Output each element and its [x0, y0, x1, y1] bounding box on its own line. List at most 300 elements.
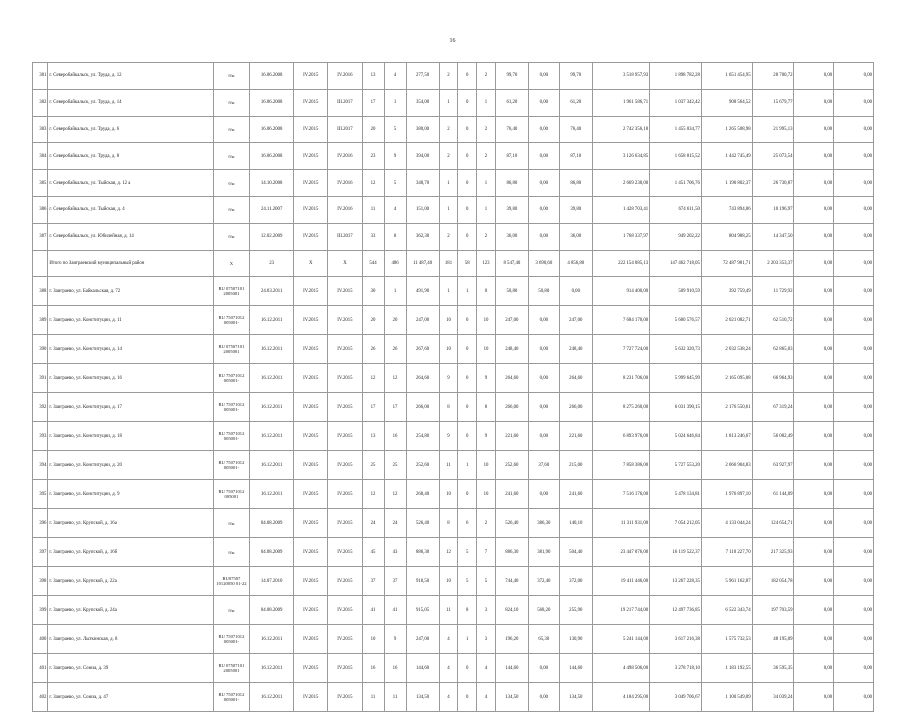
- cell-flats-private: 0: [458, 63, 477, 90]
- cell-deadline-quarter: III.2017: [328, 89, 362, 116]
- cell-permit-date: 16.12.2011: [250, 480, 294, 509]
- cell-permit-code: RU07507 10120050 01-22: [213, 567, 249, 596]
- cell-resettled-count: 1: [384, 89, 406, 116]
- cell-resettled-count: 5: [384, 116, 406, 143]
- cell-extra-cost-2: 0,00: [834, 567, 874, 596]
- cell-total-cost: 222 154 085,13: [592, 250, 649, 277]
- cell-total-cost: 3 518 957,93: [592, 63, 649, 90]
- cell-local-cost: 11 729,92: [752, 277, 794, 306]
- cell-area-private: 0,00: [528, 364, 559, 393]
- cell-residents-count: 16: [362, 654, 384, 683]
- cell-region-cost: 908 564,52: [701, 89, 752, 116]
- cell-total-cost: 914 400,00: [592, 277, 649, 306]
- cell-flats-private: 0: [458, 306, 477, 335]
- cell-area-private: 0,00: [528, 393, 559, 422]
- cell-plan-quarter: IV.2015: [294, 116, 328, 143]
- cell-fund-cost: 5 999 645,99: [650, 364, 702, 393]
- cell-residents-count: 33: [362, 223, 384, 250]
- cell-extra-cost-1: 0,00: [794, 170, 834, 197]
- cell-extra-cost-1: 0,00: [794, 422, 834, 451]
- cell-permit-date: 16.12.2011: [250, 625, 294, 654]
- cell-permit-date: 24.11.2007: [250, 196, 294, 223]
- cell-extra-cost-1: 0,00: [794, 306, 834, 335]
- cell-row-number: 398: [33, 567, 48, 596]
- cell-resettled-count: 25: [384, 451, 406, 480]
- cell-total-cost: 19 217 744,00: [592, 596, 649, 625]
- cell-area-resettled: 824,10: [495, 596, 528, 625]
- cell-area-private: 0,00: [528, 63, 559, 90]
- cell-flats-municipal: 2: [477, 143, 496, 170]
- cell-region-cost: 1 265 508,98: [701, 116, 752, 143]
- cell-permit-code: RU 07507101 2005001: [213, 654, 249, 683]
- cell-extra-cost-2: 0,00: [834, 393, 874, 422]
- cell-plan-quarter: IV.2015: [294, 364, 328, 393]
- cell-address: г. Заиграево, ул. Крупской, д. 24а: [48, 596, 213, 625]
- cell-area-private: 386,30: [528, 509, 559, 538]
- cell-area-municipal: 39,80: [559, 196, 592, 223]
- cell-plan-quarter: IV.2015: [294, 683, 328, 712]
- cell-permit-code: RU 75071012 005001-: [213, 364, 249, 393]
- cell-resettled-count: 12: [384, 480, 406, 509]
- cell-local-cost: 197 703,59: [752, 596, 794, 625]
- cell-fund-cost: 1 658 815,52: [650, 143, 702, 170]
- cell-extra-cost-1: 0,00: [794, 196, 834, 223]
- cell-area-municipal: 372,00: [559, 567, 592, 596]
- cell-resettled-count: 16: [384, 654, 406, 683]
- cell-region-cost: 1 183 192,55: [701, 654, 752, 683]
- cell-extra-cost-2: 0,00: [834, 143, 874, 170]
- cell-flats-private: 0: [458, 480, 477, 509]
- cell-address: г. Заиграево, ул. Конституции, д. 18: [48, 422, 213, 451]
- cell-area-municipal: 134,50: [559, 683, 592, 712]
- cell-total-area: 151,00: [406, 196, 439, 223]
- cell-fund-cost: 674 611,50: [650, 196, 702, 223]
- cell-total-area: 266,00: [406, 393, 439, 422]
- cell-extra-cost-1: 0,00: [794, 393, 834, 422]
- cell-region-cost: 72 487 981,71: [701, 250, 752, 277]
- cell-resettled-count: 11: [384, 683, 406, 712]
- cell-flats-total: 1: [439, 277, 458, 306]
- cell-flats-private: 0: [458, 116, 477, 143]
- cell-plan-quarter: IV.2015: [294, 451, 328, 480]
- cell-deadline-quarter: IV.2016: [328, 170, 362, 197]
- cell-flats-total: 2: [439, 143, 458, 170]
- cell-permit-date: 14.07.2010: [250, 567, 294, 596]
- cell-local-cost: 63 927,97: [752, 451, 794, 480]
- cell-permit-code: RU 75071012 005001-: [213, 393, 249, 422]
- cell-region-cost: 7 110 227,70: [701, 538, 752, 567]
- table-row: [33, 683, 874, 712]
- cell-area-municipal: 248,40: [559, 335, 592, 364]
- cell-resettled-count: 9: [384, 625, 406, 654]
- cell-permit-code: б/н: [213, 116, 249, 143]
- cell-extra-cost-1: 0,00: [794, 116, 834, 143]
- cell-extra-cost-1: 0,00: [794, 538, 834, 567]
- cell-area-private: 0,00: [528, 683, 559, 712]
- cell-area-municipal: 86,80: [559, 170, 592, 197]
- cell-permit-date: 23: [250, 250, 294, 277]
- table-row: [33, 567, 874, 596]
- cell-resettled-count: 20: [384, 306, 406, 335]
- cell-residents-count: 25: [362, 451, 384, 480]
- cell-address: г. Северобайкальск, ул. Труда, д. 12: [48, 63, 213, 90]
- cell-local-cost: 66 964,93: [752, 364, 794, 393]
- cell-region-cost: 1 651 454,95: [701, 63, 752, 90]
- cell-plan-quarter: IV.2015: [294, 196, 328, 223]
- cell-extra-cost-2: 0,00: [834, 277, 874, 306]
- cell-extra-cost-1: 0,00: [794, 364, 834, 393]
- cell-total-cost: 11 311 931,00: [592, 509, 649, 538]
- cell-row-number: 402: [33, 683, 48, 712]
- cell-plan-quarter: IV.2015: [294, 480, 328, 509]
- cell-extra-cost-1: 0,00: [794, 596, 834, 625]
- cell-region-cost: 6 522 343,74: [701, 596, 752, 625]
- cell-extra-cost-1: 0,00: [794, 683, 834, 712]
- cell-flats-municipal: 2: [477, 223, 496, 250]
- cell-fund-cost: 5 024 646,84: [650, 422, 702, 451]
- cell-deadline-quarter: IV.2015: [328, 683, 362, 712]
- cell-flats-municipal: 4: [477, 683, 496, 712]
- cell-permit-code: б/н: [213, 538, 249, 567]
- cell-region-cost: 392 759,49: [701, 277, 752, 306]
- cell-area-resettled: 247,00: [495, 306, 528, 335]
- cell-flats-private: 1: [458, 625, 477, 654]
- cell-permit-code: б/н: [213, 223, 249, 250]
- cell-total-cost: 8 275 260,00: [592, 393, 649, 422]
- cell-residents-count: 17: [362, 89, 384, 116]
- cell-row-number: [33, 250, 48, 277]
- cell-plan-quarter: IV.2015: [294, 335, 328, 364]
- cell-region-cost: 2 165 095,08: [701, 364, 752, 393]
- total-row: [33, 250, 874, 277]
- cell-local-cost: 62 510,72: [752, 306, 794, 335]
- cell-permit-date: 16.06.2008: [250, 143, 294, 170]
- cell-address: г. Заиграево, ул. Лыткинская, д. 8: [48, 625, 213, 654]
- cell-row-number: 391: [33, 364, 48, 393]
- table-row: [33, 480, 874, 509]
- table-row: [33, 116, 874, 143]
- cell-flats-municipal: 10: [477, 480, 496, 509]
- cell-local-cost: 2 203 353,37: [752, 250, 794, 277]
- cell-plan-quarter: IV.2015: [294, 170, 328, 197]
- cell-area-municipal: 61,20: [559, 89, 592, 116]
- cell-flats-municipal: 3: [477, 596, 496, 625]
- cell-extra-cost-1: 0,00: [794, 480, 834, 509]
- cell-area-resettled: 526,40: [495, 509, 528, 538]
- cell-residents-count: 10: [362, 625, 384, 654]
- cell-extra-cost-2: 0,00: [834, 480, 874, 509]
- cell-area-private: 65,30: [528, 625, 559, 654]
- cell-residents-count: 13: [362, 422, 384, 451]
- cell-permit-date: 16.12.2011: [250, 335, 294, 364]
- cell-extra-cost-2: 0,00: [834, 683, 874, 712]
- cell-area-municipal: 140,10: [559, 509, 592, 538]
- cell-deadline-quarter: IV.2015: [328, 422, 362, 451]
- cell-extra-cost-2: 0,00: [834, 250, 874, 277]
- cell-flats-municipal: 9: [477, 364, 496, 393]
- cell-area-municipal: 255,90: [559, 596, 592, 625]
- cell-area-private: 3 690,60: [528, 250, 559, 277]
- cell-residents-count: 12: [362, 170, 384, 197]
- cell-address: г. Заиграево, ул. Союза, д. 39: [48, 654, 213, 683]
- cell-deadline-quarter: X: [328, 250, 362, 277]
- cell-area-municipal: 144,60: [559, 654, 592, 683]
- cell-flats-total: 8: [439, 509, 458, 538]
- cell-plan-quarter: IV.2015: [294, 654, 328, 683]
- cell-total-cost: 2 742 356,18: [592, 116, 649, 143]
- cell-address: г. Заиграево, ул. Крупской, д. 22а: [48, 567, 213, 596]
- cell-area-municipal: 99,70: [559, 63, 592, 90]
- cell-address: г. Северобайкальск, ул. Тыйская, д. 4: [48, 196, 213, 223]
- cell-row-number: 383: [33, 116, 48, 143]
- table-row: [33, 422, 874, 451]
- cell-total-area: 247,00: [406, 625, 439, 654]
- cell-permit-date: 16.12.2011: [250, 306, 294, 335]
- cell-extra-cost-1: 0,00: [794, 509, 834, 538]
- cell-flats-total: 1: [439, 196, 458, 223]
- cell-fund-cost: 509 910,59: [650, 277, 702, 306]
- cell-row-number: 397: [33, 538, 48, 567]
- cell-fund-cost: 12 497 736,85: [650, 596, 702, 625]
- cell-region-cost: 743 894,86: [701, 196, 752, 223]
- cell-area-municipal: 241,60: [559, 480, 592, 509]
- cell-row-number: 388: [33, 277, 48, 306]
- cell-flats-total: 12: [439, 538, 458, 567]
- cell-flats-private: 5: [458, 567, 477, 596]
- cell-deadline-quarter: IV.2015: [328, 480, 362, 509]
- cell-area-municipal: 4 856,80: [559, 250, 592, 277]
- cell-row-number: 392: [33, 393, 48, 422]
- cell-local-cost: 15 679,77: [752, 89, 794, 116]
- cell-resettled-count: 37: [384, 567, 406, 596]
- cell-permit-code: RU 07507101 2005001: [213, 277, 249, 306]
- cell-flats-total: 10: [439, 480, 458, 509]
- cell-area-municipal: 504,40: [559, 538, 592, 567]
- cell-region-cost: 1 575 732,53: [701, 625, 752, 654]
- cell-region-cost: 2 176 550,61: [701, 393, 752, 422]
- cell-resettled-count: 1: [384, 277, 406, 306]
- cell-local-cost: 62 865,03: [752, 335, 794, 364]
- cell-total-cost: 23 447 076,00: [592, 538, 649, 567]
- cell-flats-municipal: 2: [477, 509, 496, 538]
- cell-area-resettled: 8 547,40: [495, 250, 528, 277]
- table-row: [33, 277, 874, 306]
- cell-permit-date: 16.06.2008: [250, 63, 294, 90]
- cell-flats-total: 4: [439, 654, 458, 683]
- table-row: [33, 364, 874, 393]
- cell-area-resettled: 744,40: [495, 567, 528, 596]
- cell-total-area: 526,40: [406, 509, 439, 538]
- cell-fund-cost: 5 727 553,20: [650, 451, 702, 480]
- cell-resettled-count: 486: [384, 250, 406, 277]
- cell-extra-cost-2: 0,00: [834, 422, 874, 451]
- cell-total-area: 362,30: [406, 223, 439, 250]
- cell-plan-quarter: IV.2015: [294, 596, 328, 625]
- cell-row-number: 386: [33, 196, 48, 223]
- cell-plan-quarter: IV.2015: [294, 89, 328, 116]
- cell-flats-total: 1: [439, 170, 458, 197]
- cell-region-cost: 1 976 897,10: [701, 480, 752, 509]
- cell-extra-cost-1: 0,00: [794, 277, 834, 306]
- cell-extra-cost-1: 0,00: [794, 451, 834, 480]
- cell-extra-cost-2: 0,00: [834, 625, 874, 654]
- cell-plan-quarter: IV.2015: [294, 625, 328, 654]
- cell-residents-count: 37: [362, 567, 384, 596]
- cell-resettled-count: 24: [384, 509, 406, 538]
- cell-address: г. Заиграево, ул. Конституции, д. 9: [48, 480, 213, 509]
- cell-row-number: 393: [33, 422, 48, 451]
- cell-total-cost: 8 231 706,00: [592, 364, 649, 393]
- cell-area-resettled: 241,60: [495, 480, 528, 509]
- cell-flats-private: 0: [458, 170, 477, 197]
- cell-total-cost: 1 961 586,71: [592, 89, 649, 116]
- cell-fund-cost: 949 202,22: [650, 223, 702, 250]
- cell-area-resettled: 76,40: [495, 116, 528, 143]
- cell-area-municipal: 247,00: [559, 306, 592, 335]
- cell-resettled-count: 41: [384, 596, 406, 625]
- cell-extra-cost-2: 0,00: [834, 654, 874, 683]
- cell-area-resettled: 886,30: [495, 538, 528, 567]
- cell-fund-cost: 1 455 034,77: [650, 116, 702, 143]
- cell-region-cost: 1 100 549,09: [701, 683, 752, 712]
- cell-flats-municipal: 2: [477, 63, 496, 90]
- cell-total-cost: 7 684 170,00: [592, 306, 649, 335]
- cell-flats-private: 1: [458, 451, 477, 480]
- cell-flats-total: 181: [439, 250, 458, 277]
- cell-flats-total: 2: [439, 223, 458, 250]
- cell-permit-date: 16.12.2011: [250, 364, 294, 393]
- cell-area-resettled: 144,60: [495, 654, 528, 683]
- cell-total-area: 491,90: [406, 277, 439, 306]
- cell-deadline-quarter: IV.2015: [328, 625, 362, 654]
- cell-flats-total: 11: [439, 596, 458, 625]
- cell-fund-cost: 5 600 576,57: [650, 306, 702, 335]
- cell-flats-total: 1: [439, 89, 458, 116]
- cell-extra-cost-2: 0,00: [834, 509, 874, 538]
- cell-flats-municipal: 5: [477, 567, 496, 596]
- cell-permit-code: б/н: [213, 143, 249, 170]
- cell-total-area: 264,60: [406, 364, 439, 393]
- cell-flats-private: 0: [458, 422, 477, 451]
- cell-flats-municipal: 10: [477, 451, 496, 480]
- cell-address: г. Северобайкальск, ул. Тыйская, д. 12 а: [48, 170, 213, 197]
- cell-flats-municipal: 10: [477, 306, 496, 335]
- cell-address: г. Северобайкальск, ул. Труда, д. 8: [48, 143, 213, 170]
- cell-fund-cost: 1 451 706,76: [650, 170, 702, 197]
- cell-flats-municipal: 4: [477, 654, 496, 683]
- cell-resettled-count: 26: [384, 335, 406, 364]
- cell-plan-quarter: X: [294, 250, 328, 277]
- cell-area-municipal: 215,00: [559, 451, 592, 480]
- cell-area-private: 0,00: [528, 89, 559, 116]
- cell-area-resettled: 99,70: [495, 63, 528, 90]
- cell-residents-count: 30: [362, 277, 384, 306]
- cell-total-area: 247,00: [406, 306, 439, 335]
- cell-deadline-quarter: IV.2015: [328, 306, 362, 335]
- cell-area-resettled: 264,60: [495, 364, 528, 393]
- cell-flats-municipal: 1: [477, 89, 496, 116]
- cell-address: Итого по Заиграевский муниципальный район: [48, 250, 213, 277]
- cell-permit-date: 04.08.2009: [250, 538, 294, 567]
- cell-region-cost: 1 442 745,49: [701, 143, 752, 170]
- cell-extra-cost-1: 0,00: [794, 335, 834, 364]
- table-row: [33, 393, 874, 422]
- cell-address: г. Северобайкальск, ул. Труда, д. 6: [48, 116, 213, 143]
- cell-local-cost: 67 319,24: [752, 393, 794, 422]
- cell-extra-cost-2: 0,00: [834, 223, 874, 250]
- cell-deadline-quarter: IV.2015: [328, 364, 362, 393]
- cell-area-municipal: 264,60: [559, 364, 592, 393]
- cell-local-cost: 182 054,78: [752, 567, 794, 596]
- cell-permit-date: 16.12.2011: [250, 422, 294, 451]
- cell-area-private: 0,00: [528, 422, 559, 451]
- cell-area-resettled: 221,60: [495, 422, 528, 451]
- cell-row-number: 385: [33, 170, 48, 197]
- cell-flats-total: 2: [439, 116, 458, 143]
- cell-area-private: 0,00: [528, 223, 559, 250]
- cell-flats-total: 10: [439, 567, 458, 596]
- table-row: [33, 63, 874, 90]
- table-row: [33, 625, 874, 654]
- cell-local-cost: 56 082,49: [752, 422, 794, 451]
- cell-total-area: 918,50: [406, 567, 439, 596]
- cell-permit-code: б/н: [213, 196, 249, 223]
- table-row: [33, 143, 874, 170]
- cell-region-cost: 5 961 162,87: [701, 567, 752, 596]
- cell-permit-code: RU 07507101 2005001: [213, 335, 249, 364]
- cell-deadline-quarter: IV.2015: [328, 596, 362, 625]
- cell-address: г. Заиграево, ул. Крупской, д. 16б: [48, 538, 213, 567]
- cell-flats-total: 10: [439, 335, 458, 364]
- cell-permit-date: 16.12.2011: [250, 393, 294, 422]
- cell-permit-code: б/н: [213, 170, 249, 197]
- cell-flats-private: 58: [458, 250, 477, 277]
- cell-total-area: 252,60: [406, 451, 439, 480]
- cell-extra-cost-1: 0,00: [794, 223, 834, 250]
- cell-region-cost: 4 133 044,24: [701, 509, 752, 538]
- cell-area-private: 0,00: [528, 480, 559, 509]
- cell-fund-cost: 1 898 782,28: [650, 63, 702, 90]
- cell-region-cost: 1 813 246,67: [701, 422, 752, 451]
- cell-flats-private: 0: [458, 89, 477, 116]
- table-row: [33, 509, 874, 538]
- cell-fund-cost: 1 037 342,42: [650, 89, 702, 116]
- cell-fund-cost: 3 049 706,67: [650, 683, 702, 712]
- cell-extra-cost-2: 0,00: [834, 89, 874, 116]
- cell-permit-code: RU 75071012 005001-: [213, 683, 249, 712]
- cell-residents-count: 24: [362, 509, 384, 538]
- cell-area-resettled: 36,00: [495, 223, 528, 250]
- cell-region-cost: 2 066 904,83: [701, 451, 752, 480]
- cell-region-cost: 804 988,25: [701, 223, 752, 250]
- cell-deadline-quarter: IV.2015: [328, 567, 362, 596]
- cell-fund-cost: 147 462 718,05: [650, 250, 702, 277]
- cell-address: г. Заиграево, ул. Конституции, д. 20: [48, 451, 213, 480]
- cell-flats-private: 0: [458, 364, 477, 393]
- cell-total-cost: 7 727 724,00: [592, 335, 649, 364]
- cell-fund-cost: 3 617 216,38: [650, 625, 702, 654]
- cell-flats-municipal: 2: [477, 116, 496, 143]
- cell-flats-municipal: 10: [477, 335, 496, 364]
- cell-total-area: 134,50: [406, 683, 439, 712]
- cell-address: г. Северобайкальск, ул. Юбилейная, д. 14: [48, 223, 213, 250]
- cell-area-private: 381,90: [528, 538, 559, 567]
- cell-residents-count: 45: [362, 538, 384, 567]
- cell-flats-total: 11: [439, 451, 458, 480]
- cell-total-area: 915,05: [406, 596, 439, 625]
- cell-permit-code: RU 75071012 005001-: [213, 306, 249, 335]
- cell-area-resettled: 252,60: [495, 451, 528, 480]
